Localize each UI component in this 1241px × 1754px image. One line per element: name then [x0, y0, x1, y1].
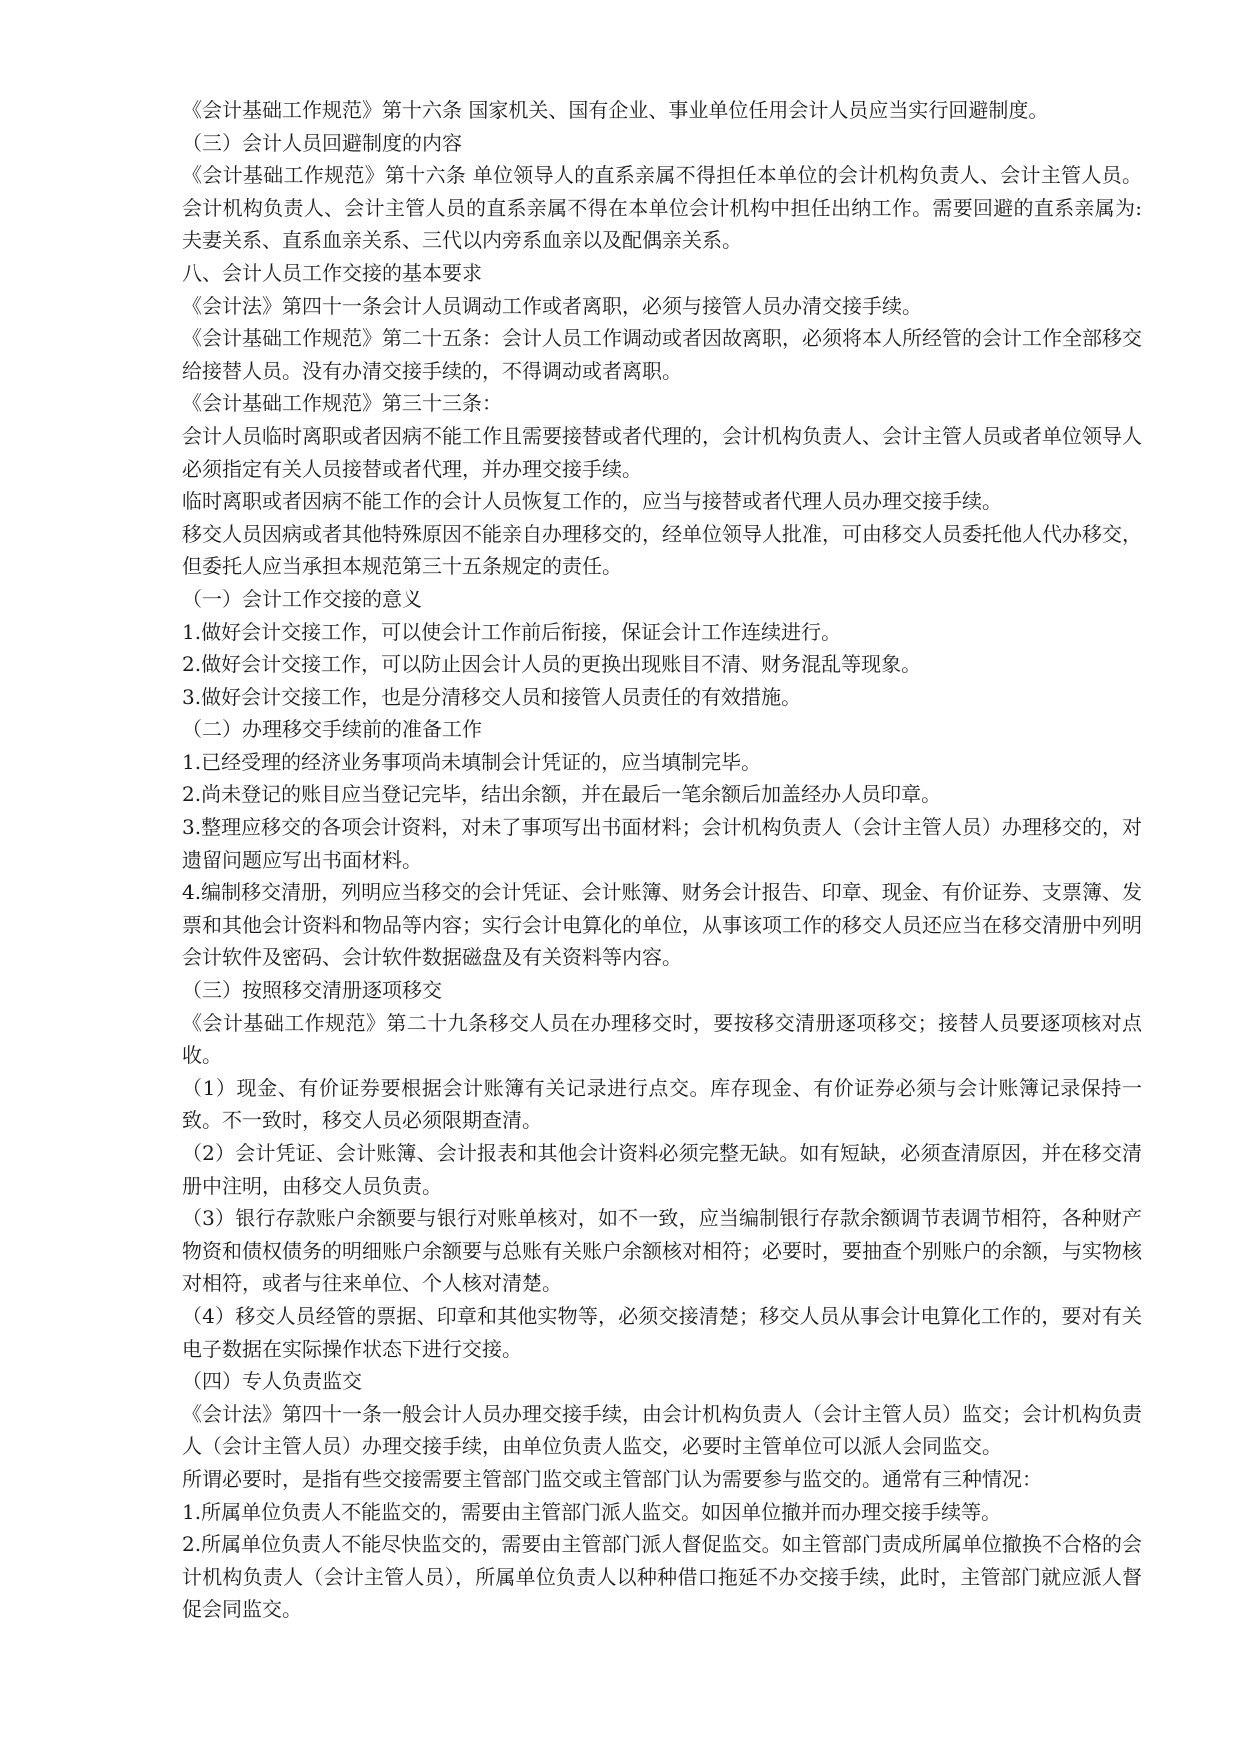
section-heading-8: 八、会计人员工作交接的基本要求 — [182, 260, 482, 285]
heading-preparation: （二）办理移交手续前的准备工作 — [182, 717, 482, 742]
paragraph-rule16-relatives: 《会计基础工作规范》第十六条 单位领导人的直系亲属不得担任本单位的会计机构负责人、会计主管人员。会计机构负责人、会计主管人员的直系亲属不得在本单位会计机构中担任出纳工作。需要回避的直系亲属为:夫妻关系、直系血亲关系、三代以内旁系血亲以及配偶亲关系。 — [182, 163, 1142, 253]
list-item-handover-4: （4）移交人员经管的票据、印章和其他实物等，必须交接清楚；移交人员从事会计电算化工作的，要对有关电子数据在实际操作状态下进行交接。 — [182, 1303, 1142, 1361]
heading-significance: （一）会计工作交接的意义 — [182, 586, 422, 611]
list-item-preparation-4: 4.编制移交清册，列明应当移交的会计凭证、会计账簿、财务会计报告、印章、现金、有价证券、支票簿、发票和其他会计资料和物品等内容；实行会计电算化的单位，从事该项工作的移交人员还应当在移交清册中列明会计软件及密码、会计软件数据磁盘及有关资料等内容。 — [182, 880, 1142, 970]
heading-supervision: （四）专人负责监交 — [182, 1369, 362, 1394]
list-item-handover-1: （1）现金、有价证券要根据会计账簿有关记录进行点交。库存现金、有价证券必须与会计账簿记录保持一致。不一致时，移交人员必须限期查清。 — [182, 1075, 1142, 1133]
paragraph-rule25: 《会计基础工作规范》第二十五条：会计人员工作调动或者因故离职，必须将本人所经管的会计工作全部移交给接替人员。没有办清交接手续的，不得调动或者离职。 — [182, 326, 1142, 383]
paragraph-rule16-avoidance: 《会计基础工作规范》第十六条 国家机关、国有企业、事业单位任用会计人员应当实行回避制度。 — [182, 98, 1049, 122]
paragraph-accounting-law-41-supervision: 《会计法》第四十一条一般会计人员办理交接手续，由会计机构负责人（会计主管人员）监交；会计机构负责人（会计主管人员）办理交接手续，由单位负责人监交，必要时主管单位可以派人会同监交。 — [182, 1401, 1142, 1459]
list-item-preparation-2: 2.尚未登记的账目应当登记完毕，结出余额，并在最后一笔余额后加盖经办人员印章。 — [182, 782, 942, 807]
list-item-preparation-1: 1.已经受理的经济业务事项尚未填制会计凭证的，应当填制完毕。 — [182, 749, 762, 774]
document-body — [182, 94, 1142, 1626]
paragraph-rule33-entrust: 移交人员因病或者其他特殊原因不能亲自办理移交的，经单位领导人批准，可由移交人员委托他人代办移交，但委托人应当承担本规范第三十五条规定的责任。 — [182, 521, 1142, 579]
paragraph-rule33-temporary: 会计人员临时离职或者因病不能工作且需要接替或者代理的，会计机构负责人、会计主管人员或者单位领导人必须指定有关人员接替或者代理，并办理交接手续。 — [182, 423, 1142, 481]
list-item-significance-1: 1.做好会计交接工作，可以使会计工作前后衔接，保证会计工作连续进行。 — [182, 619, 842, 644]
list-item-handover-2: （2）会计凭证、会计账簿、会计报表和其他会计资料必须完整无缺。如有短缺，必须查清原因，并在移交清册中注明，由移交人员负责。 — [182, 1141, 1142, 1198]
paragraph-when-necessary: 所谓必要时，是指有些交接需要主管部门监交或主管部门认为需要参与监交的。通常有三种情况： — [182, 1466, 1042, 1491]
list-item-preparation-3: 3.整理应移交的各项会计资料，对未了事项写出书面材料；会计机构负责人（会计主管人员）办理移交的，对遗留问题应写出书面材料。 — [182, 815, 1142, 872]
list-item-handover-3: （3）银行存款账户余额要与银行对账单核对，如不一致，应当编制银行存款余额调节表调节相符，各种财产物资和债权债务的明细账户余额要与总账有关账户余额核对相符；必要时，要抽查个别账户的余额，与实物核对相符，或者与往来单位、个人核对清楚。 — [182, 1206, 1142, 1296]
list-item-significance-3: 3.做好会计交接工作，也是分清移交人员和接管人员责任的有效措施。 — [182, 684, 802, 709]
paragraph-accounting-law-41: 《会计法》第四十一条会计人员调动工作或者离职，必须与接管人员办清交接手续。 — [182, 293, 922, 318]
list-item-significance-2: 2.做好会计交接工作，可以防止因会计人员的更换出现账目不清、财务混乱等现象。 — [182, 652, 922, 677]
heading-handover-by-list: （三）按照移交清册逐项移交 — [182, 978, 442, 1003]
heading-avoidance-content: （三）会计人员回避制度的内容 — [182, 130, 462, 155]
paragraph-rule29: 《会计基础工作规范》第二十九条移交人员在办理移交时，要按移交清册逐项移交；接替人员要逐项核对点收。 — [182, 1010, 1142, 1068]
list-item-supervision-2: 2.所属单位负责人不能尽快监交的，需要由主管部门派人督促监交。如主管部门责成所属单位撤换不合格的会计机构负责人（会计主管人员），所属单位负责人以种种借口拖延不办交接手续，此时，主管部门就应派人督促会同监交。 — [182, 1532, 1142, 1622]
list-item-supervision-1: 1.所属单位负责人不能监交的，需要由主管部门派人监交。如因单位撤并而办理交接手续等。 — [182, 1499, 1002, 1524]
paragraph-rule33: 《会计基础工作规范》第三十三条： — [182, 391, 502, 416]
paragraph-rule33-resume: 临时离职或者因病不能工作的会计人员恢复工作的，应当与接替或者代理人员办理交接手续。 — [182, 489, 1002, 514]
